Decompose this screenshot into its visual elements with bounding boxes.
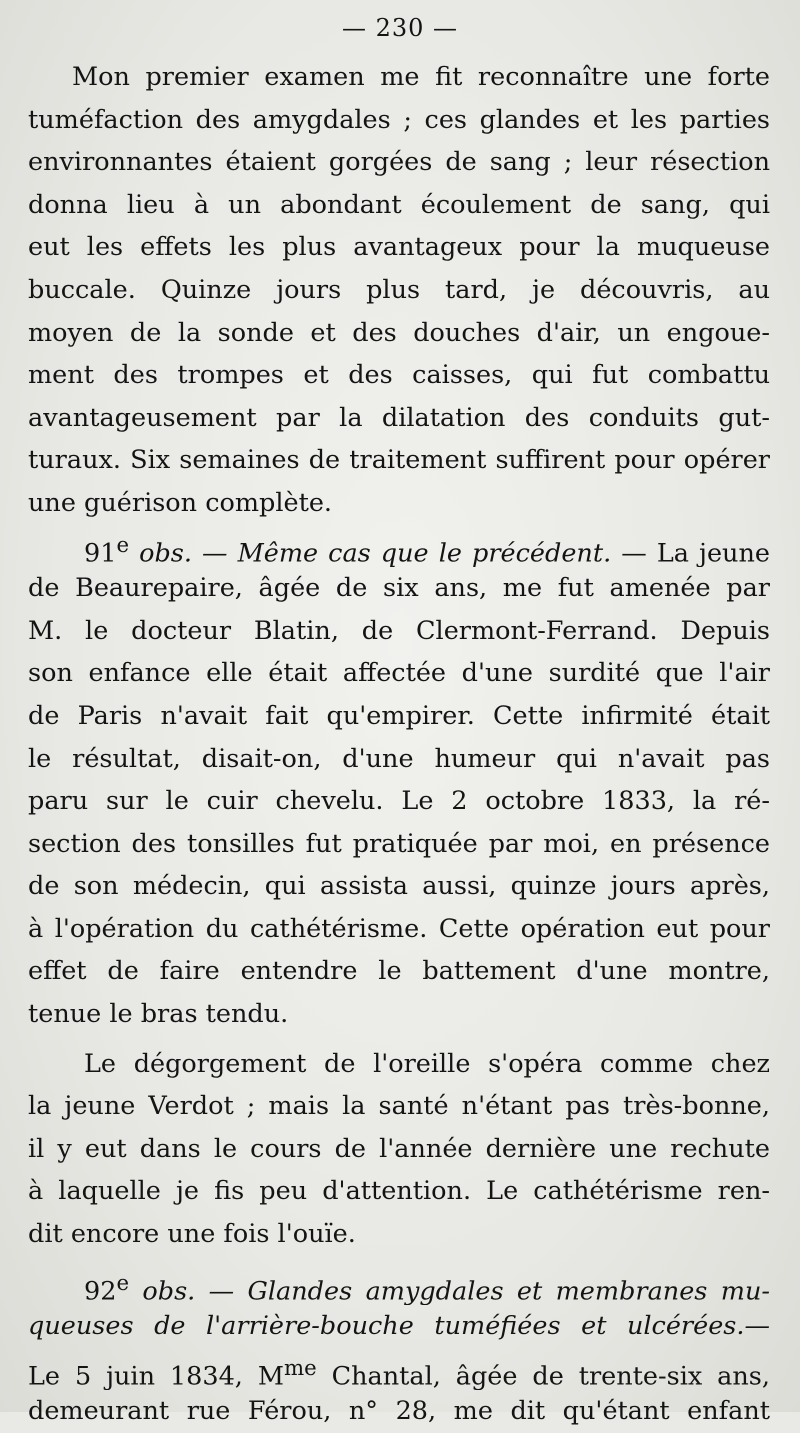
text-line — [28, 1348, 770, 1391]
text-fragment: Chantal, âgée de trente-six ans, — [316, 1361, 770, 1391]
obs-superscript: e — [116, 532, 130, 558]
text-line: demeurant rue Férou, n° 28, me dit qu'étant enfant — [28, 1396, 770, 1427]
text-line: son enfance elle était affectée d'une surdité que l'air — [28, 658, 770, 689]
text-line: donna lieu à un abondant écoulement de sang, qui — [28, 189, 770, 220]
text-line: tuméfaction des amygdales ; ces glandes et les parties — [28, 104, 770, 135]
text-line: de Beaurepaire, âgée de six ans, me fut amenée par — [28, 573, 770, 604]
text-line: il y eut dans le cours de l'année dernière une rechute — [28, 1133, 770, 1164]
text-line: dit encore une fois l'ouïe. — [28, 1219, 356, 1250]
text-line: M. le docteur Blatin, de Clermont-Ferrand. Depuis — [28, 615, 770, 646]
title-superscript: me — [283, 1355, 317, 1381]
text-line: la jeune Verdot ; mais la santé n'étant pas très-bonne, — [28, 1091, 770, 1122]
text-line: ment des trompes et des caisses, qui fut combattu — [28, 360, 770, 391]
text-line: à laquelle je fis peu d'attention. Le cathétérisme ren- — [28, 1176, 770, 1207]
text-line: à l'opération du cathétérisme. Cette opération eut pour — [28, 913, 770, 944]
text-line: Mon premier examen me fit reconnaître une forte — [72, 62, 770, 92]
observation-heading — [28, 1263, 770, 1306]
obs-title-line: queuses de l'arrière-bouche tuméfiées et ulcérées.— — [28, 1311, 770, 1342]
text-line: eut les effets les plus avantageux pour la muqueuse — [28, 232, 770, 263]
text-line: tenue le bras tendu. — [28, 999, 289, 1030]
text-line: section des tonsilles fut pratiquée par moi, en présence — [28, 828, 770, 859]
text-line: le résultat, disait-on, d'une humeur qui n'avait pas — [28, 743, 770, 774]
obs-superscript: e — [116, 1270, 130, 1296]
text-line: une guérison complète. — [28, 487, 333, 518]
observation-heading — [28, 525, 770, 568]
text-line: Le dégorgement de l'oreille s'opéra comme chez — [84, 1048, 770, 1079]
text-line: effet de faire entendre le battement d'une montre, — [28, 956, 770, 987]
text-line: moyen de la sonde et des douches d'air, un engoue- — [28, 317, 770, 348]
body-text — [28, 56, 770, 1433]
text-line: environnantes étaient gorgées de sang ; leur résection — [28, 147, 770, 178]
text-fragment: Le 5 juin 1834, M — [28, 1361, 284, 1391]
text-line: buccale. Quinze jours plus tard, je découvris, au — [28, 274, 770, 305]
obs-title: obs. — Glandes amygdales et membranes mu- — [129, 1276, 770, 1306]
text-line: turaux. Six semaines de traitement suffirent pour opérer — [28, 445, 770, 476]
obs-continuation: — La jeune — [611, 538, 770, 568]
text-line: de Paris n'avait fait qu'empirer. Cette infirmité était — [28, 700, 770, 731]
text-line: avantageusement par la dilatation des conduits gut- — [28, 402, 770, 433]
obs-number: 92 — [84, 1276, 117, 1306]
text-line: paru sur le cuir chevelu. Le 2 octobre 1833, la ré- — [28, 786, 770, 817]
obs-title: obs. — Même cas que le précédent. — [129, 538, 612, 568]
page-number: — 230 — — [341, 14, 459, 42]
text-line: de son médecin, qui assista aussi, quinze jours après, — [28, 871, 770, 902]
obs-number: 91 — [84, 538, 117, 568]
